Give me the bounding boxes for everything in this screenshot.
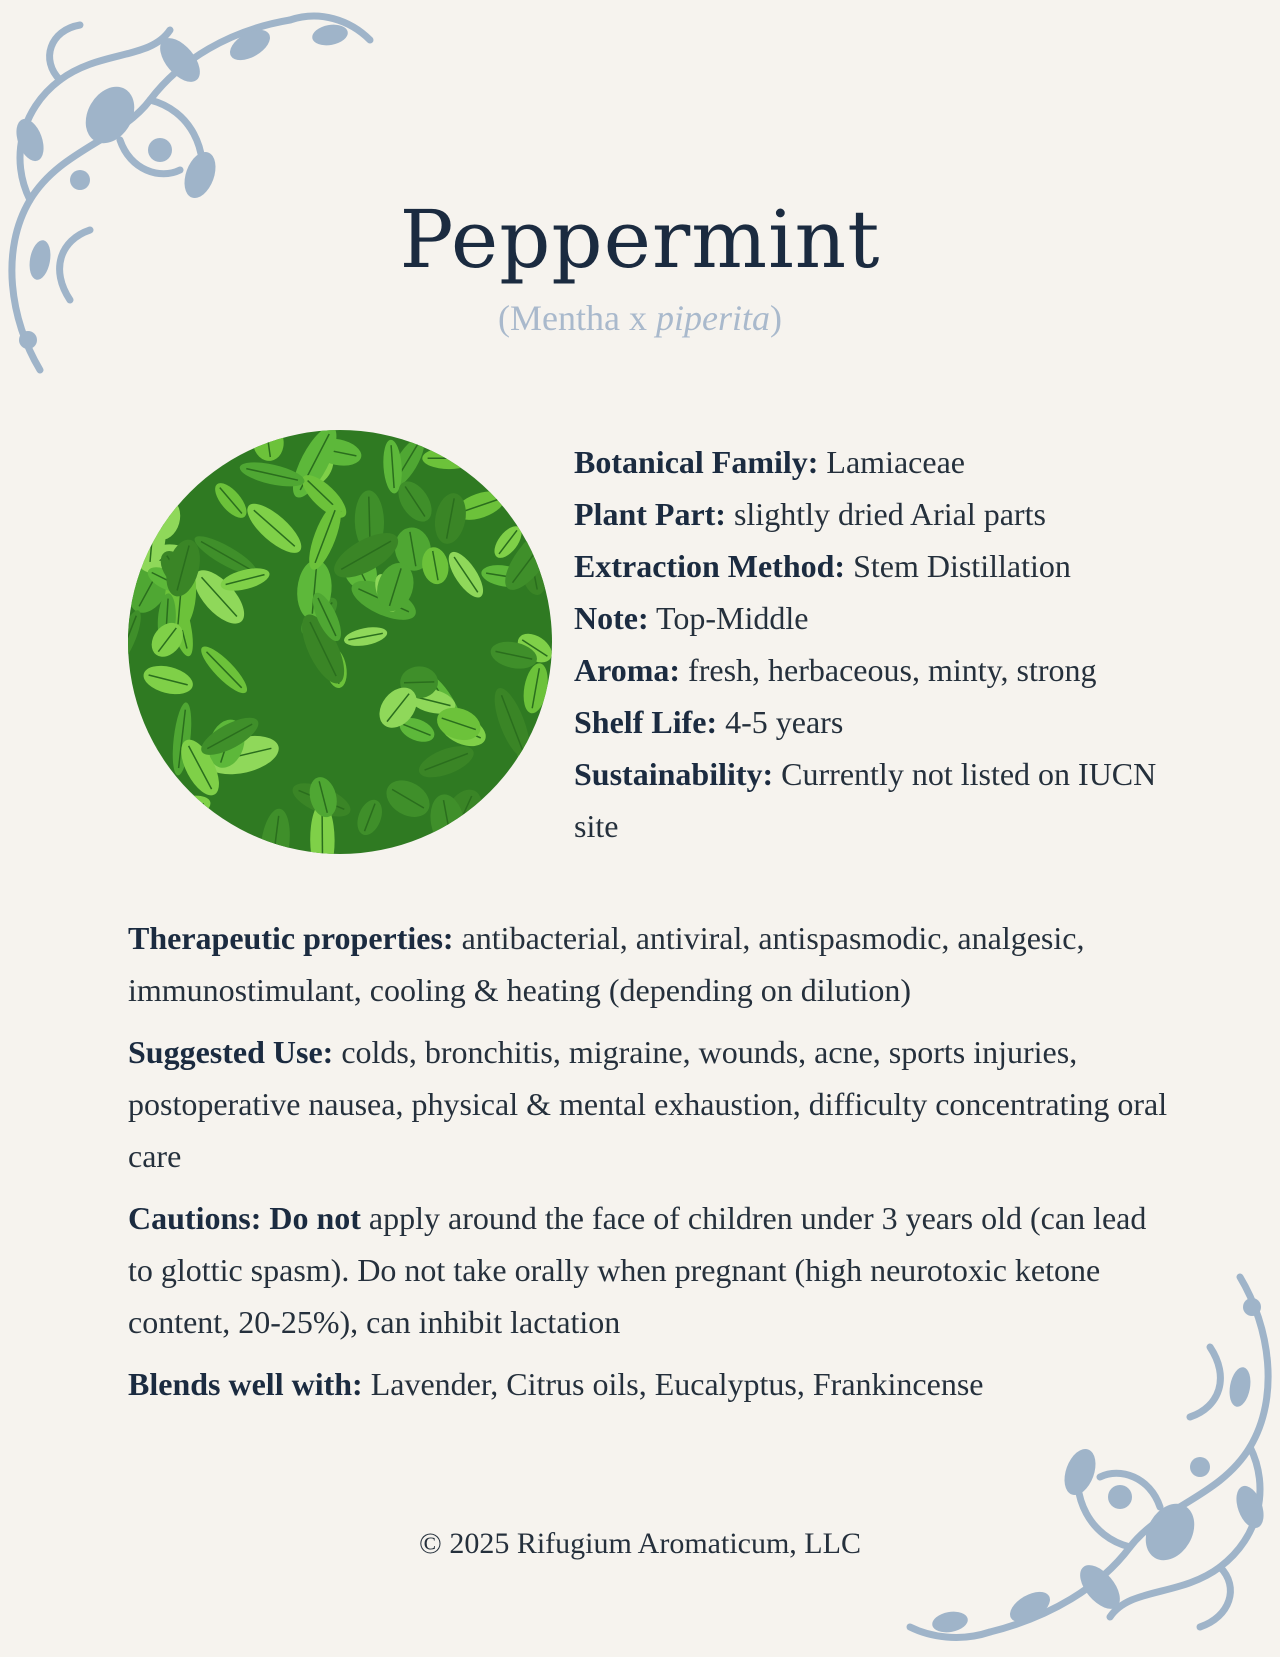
fact-value: slightly dried Arial parts bbox=[725, 496, 1046, 532]
leaf-shape bbox=[462, 805, 508, 854]
fact-label: Sustainability: bbox=[574, 756, 774, 792]
fact-label: Aroma: bbox=[574, 652, 681, 688]
fact-value: Top-Middle bbox=[648, 600, 809, 636]
section-label: Blends well with: bbox=[128, 1366, 363, 1402]
fact-label: Plant Part: bbox=[574, 496, 726, 532]
section-value: colds, bronchitis, migraine, wounds, acne, sports injuries, postoperative nausea, physical & mental exhaustion, difficulty concentrating oral care bbox=[128, 1034, 1168, 1174]
leaf-shape bbox=[128, 816, 160, 854]
leaf-shape bbox=[154, 430, 216, 474]
fact-value: Lamiaceae bbox=[818, 444, 965, 480]
section-value: antibacterial, antiviral, antispasmodic, analgesic, immunostimulant, cooling & heating (depending on dilution) bbox=[128, 920, 1085, 1008]
section-value: apply around the face of children under 3 years old (can lead to glottic spasm). Do not take orally when pregnant (high neurotoxic ketone content, 20-25%), can inhibit lactation bbox=[128, 1200, 1147, 1340]
leaf-vein bbox=[502, 454, 517, 495]
leaf-shape bbox=[472, 802, 535, 854]
leaf-shape bbox=[129, 430, 197, 467]
fact-botanical-family bbox=[574, 436, 1174, 488]
latin-name-close: ) bbox=[769, 298, 782, 338]
page-title: Peppermint bbox=[399, 193, 881, 286]
latin-name bbox=[0, 296, 1280, 340]
leaf-vein bbox=[520, 744, 552, 794]
fact-note bbox=[574, 592, 1174, 644]
leaf-vein bbox=[487, 820, 521, 845]
fact-label: Extraction Method: bbox=[574, 548, 846, 584]
leaf-shape bbox=[158, 430, 239, 464]
fact-label: Botanical Family: bbox=[574, 444, 819, 480]
cautions bbox=[128, 1192, 1168, 1348]
latin-name-open: (Mentha x bbox=[498, 298, 656, 338]
fact-sustainability bbox=[574, 748, 1174, 852]
leaf-shape bbox=[128, 488, 161, 526]
section-value: Lavender, Citrus oils, Eucalyptus, Frankincense bbox=[362, 1366, 984, 1402]
description-sections bbox=[128, 912, 1168, 1420]
section-label: Suggested Use: bbox=[128, 1034, 334, 1070]
leaf-vein bbox=[322, 810, 323, 854]
facts-list bbox=[574, 436, 1174, 852]
copyright-footer: © 2025 Rifugium Aromaticum, LLC bbox=[419, 1527, 861, 1560]
leaf-vein bbox=[128, 828, 148, 855]
fact-value: Currently not listed on IUCN site bbox=[574, 756, 1157, 844]
section-label: Therapeutic properties: bbox=[128, 920, 454, 956]
leaf-shape bbox=[518, 784, 552, 833]
leaf-vein bbox=[173, 430, 225, 445]
fact-extraction-method bbox=[574, 540, 1174, 592]
fact-plant-part bbox=[574, 488, 1174, 540]
fact-shelf-life bbox=[574, 696, 1174, 748]
leaf-vein bbox=[142, 430, 184, 450]
fact-label: Shelf Life: bbox=[574, 704, 718, 740]
fact-aroma bbox=[574, 644, 1174, 696]
fact-label: Note: bbox=[574, 600, 649, 636]
leaf-vein bbox=[154, 804, 204, 819]
fact-value: Stem Distillation bbox=[845, 548, 1071, 584]
peppermint-photo bbox=[128, 430, 552, 854]
leaf-vein bbox=[157, 477, 171, 521]
fact-value: fresh, herbaceous, minty, strong bbox=[680, 652, 1097, 688]
leaf-vein bbox=[160, 804, 163, 841]
leaf-vein bbox=[146, 457, 181, 460]
leaf-vein bbox=[476, 815, 493, 854]
blends-well-with bbox=[128, 1358, 1168, 1410]
suggested-use bbox=[128, 1026, 1168, 1182]
leaf-vein bbox=[128, 731, 143, 770]
leaf-vein bbox=[514, 430, 548, 441]
leaf-shape bbox=[491, 446, 528, 504]
therapeutic-properties bbox=[128, 912, 1168, 1016]
section-label: Cautions: Do not bbox=[128, 1200, 361, 1236]
leaf-shape bbox=[140, 446, 186, 472]
leaf-vein bbox=[529, 793, 548, 825]
leaf-vein bbox=[146, 783, 177, 822]
leaf-vein bbox=[172, 430, 198, 460]
leaf-shape bbox=[504, 430, 552, 453]
leaf-vein bbox=[128, 507, 155, 509]
leaf-shape bbox=[143, 798, 181, 848]
leaf-vein bbox=[404, 682, 434, 683]
leaf-vein bbox=[128, 749, 151, 779]
latin-name-italic: piperita bbox=[655, 298, 770, 338]
fact-value: 4-5 years bbox=[717, 704, 844, 740]
